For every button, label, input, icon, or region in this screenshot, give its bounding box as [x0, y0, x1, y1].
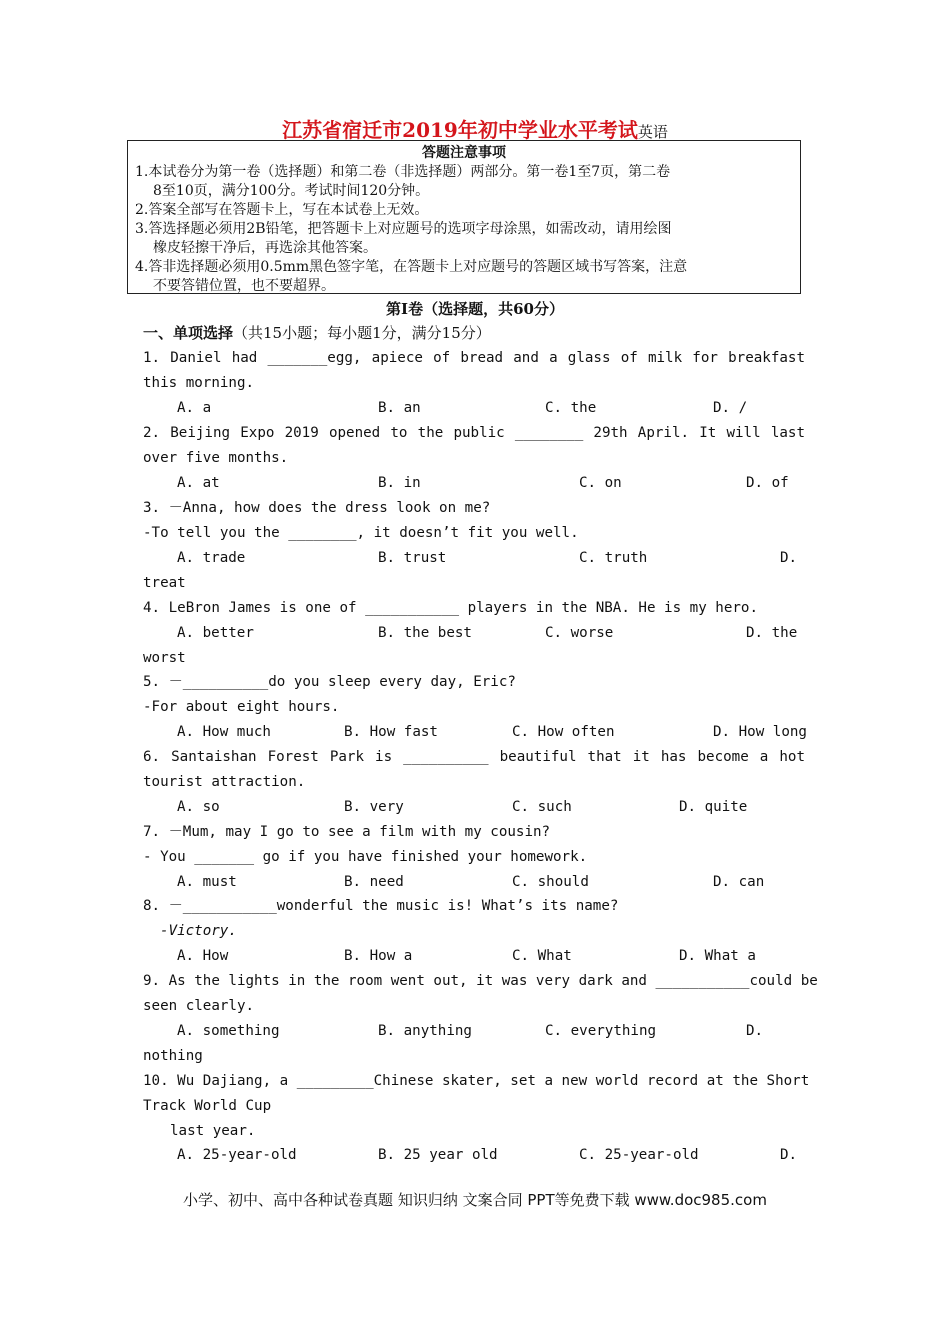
question-line: over five months. — [143, 450, 289, 466]
option-a: A. at — [177, 475, 220, 491]
option-d: D. of — [746, 475, 789, 491]
option-b: B. the best — [378, 625, 472, 641]
option-a: A. better — [177, 625, 254, 641]
option-c: C. worse — [545, 625, 614, 641]
option-c: C. How often — [512, 724, 615, 740]
option-b: B. need — [344, 874, 404, 890]
option-b: B. in — [378, 475, 421, 491]
option-a: A. must — [177, 874, 237, 890]
option-c: C. should — [512, 874, 589, 890]
question-line: 10. Wu Dajiang, a _________Chinese skater, set a new world record at the Short — [143, 1073, 810, 1089]
option-d-wrap: worst — [143, 650, 186, 666]
option-b: B. very — [344, 799, 404, 815]
option-b: B. How fast — [344, 724, 438, 740]
question-line: 8. －___________wonderful the music is! What’s its name? — [143, 898, 619, 914]
option-b: B. an — [378, 400, 421, 416]
option-c: C. on — [579, 475, 622, 491]
question-line: last year. — [170, 1123, 256, 1139]
option-c: C. What — [512, 948, 572, 964]
option-d: D. — [746, 1023, 764, 1039]
option-a: A. a — [177, 400, 212, 416]
part-heading: 一、单项选择 — [143, 324, 234, 342]
question-line: 7. －Mum, may I go to see a film with my cousin? — [143, 824, 551, 840]
option-a: A. 25-year-old — [177, 1147, 297, 1163]
question-line: 9. As the lights in the room went out, it was very dark and ___________could be — [143, 973, 818, 989]
instructions-box — [127, 140, 801, 294]
option-d: D. can — [713, 874, 765, 890]
option-a: A. trade — [177, 550, 246, 566]
question-line: seen clearly. — [143, 998, 255, 1014]
footer-text: 小学、初中、高中各种试卷真题 知识归纳 文案合同 PPT等免费下载 www.doc985.com — [183, 1191, 767, 1209]
option-c: C. 25-year-old — [579, 1147, 699, 1163]
option-a: A. so — [177, 799, 220, 815]
question-line: -Victory. — [160, 923, 237, 939]
instruction-item: 4.答非选择题必须用0.5mm黑色签字笔，在答题卡上对应题号的答题区域书写答案，注意 不要答错位置，也不要超界。 — [135, 259, 688, 294]
instruction-item: 2.答案全部写在答题卡上，写在本试卷上无效。 — [135, 202, 429, 218]
option-b: B. 25 year old — [378, 1147, 498, 1163]
option-d-wrap: nothing — [143, 1048, 203, 1064]
part-title — [143, 323, 491, 343]
option-c: C. everything — [545, 1023, 657, 1039]
instructions-heading: 答题注意事项 — [422, 145, 506, 161]
instruction-item: 1.本试卷分为第一卷（选择题）和第二卷（非选择题）两部分。第一卷1至7页，第二卷 8至10页，满分100分。考试时间120分钟。 — [135, 164, 671, 199]
option-a: A. something — [177, 1023, 280, 1039]
option-d: D. the — [746, 625, 798, 641]
option-d: D. / — [713, 400, 748, 416]
question-line: 1. Daniel had _______egg, apiece of bread and a glass of milk for breakfast — [143, 350, 805, 366]
option-c: C. the — [545, 400, 597, 416]
option-a: A. How — [177, 948, 229, 964]
option-b: B. trust — [378, 550, 447, 566]
question-line: this morning. — [143, 375, 255, 391]
option-d: D. — [780, 1147, 798, 1163]
option-c: C. such — [512, 799, 572, 815]
instruction-item: 3.答选择题必须用2B铅笔，把答题卡上对应题号的选项字母涂黑，如需改动，请用绘图 橡皮轻擦干净后，再选涂其他答案。 — [135, 221, 672, 256]
question-line: 5. －__________do you sleep every day, Eric? — [143, 674, 516, 690]
question-line: -To tell you the ________, it doesn’t fit you well. — [143, 525, 579, 541]
question-line: tourist attraction. — [143, 774, 306, 790]
option-a: A. How much — [177, 724, 271, 740]
question-line: Track World Cup — [143, 1098, 272, 1114]
section-title: 第Ⅰ卷（选择题，共60分） — [386, 300, 564, 318]
option-d-wrap: treat — [143, 575, 186, 591]
exam-title-subject: 英语 — [637, 123, 668, 141]
option-d: D. How long — [713, 724, 807, 740]
option-d: D. quite — [679, 799, 748, 815]
question-line: 3. －Anna, how does the dress look on me? — [143, 500, 491, 516]
question-line: 6. Santaishan Forest Park is __________ beautiful that it has become a hot — [143, 749, 805, 765]
option-c: C. truth — [579, 550, 648, 566]
question-line: 4. LeBron James is one of ___________ players in the NBA. He is my hero. — [143, 600, 758, 616]
question-line: 2. Beijing Expo 2019 opened to the public ________ 29th April. It will last — [143, 425, 805, 441]
part-note: （共15小题；每小题1分，满分15分） — [233, 324, 491, 342]
option-d: D. — [780, 550, 798, 566]
option-b: B. How a — [344, 948, 413, 964]
option-b: B. anything — [378, 1023, 472, 1039]
question-line: -For about eight hours. — [143, 699, 340, 715]
question-line: - You _______ go if you have finished your homework. — [143, 849, 588, 865]
exam-title-main: 江苏省宿迁市2019年初中学业水平考试 — [282, 118, 638, 142]
option-d: D. What a — [679, 948, 756, 964]
